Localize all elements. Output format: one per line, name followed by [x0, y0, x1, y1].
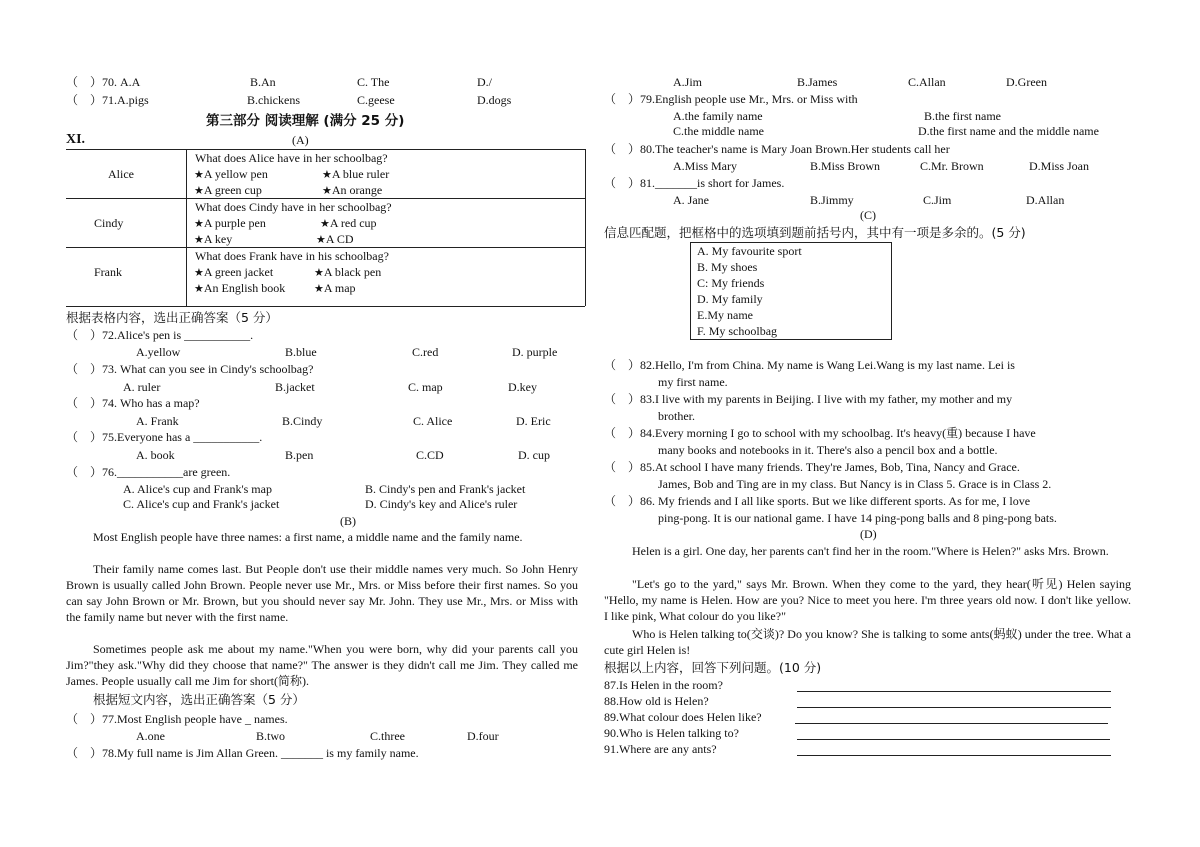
q76-option-a: A. Alice's cup and Frank's map	[123, 482, 272, 496]
q72-option-a: A.yellow	[136, 345, 181, 359]
table-row-name: Frank	[94, 265, 122, 279]
q83-line: （ ）83.I live with my parents in Beijing. I live with my father, my mother and my	[604, 392, 1013, 406]
q74-stem: （ ）74. Who has a map?	[66, 396, 200, 410]
q81-stem: （ ）81._______is short for James.	[604, 176, 785, 190]
q82-line: （ ）82.Hello, I'm from China. My name is Wang Lei.Wang is my last name. Lei is	[604, 358, 1015, 372]
q72-option-b: B.blue	[285, 345, 317, 359]
table-row-question: What does Cindy have in her schoolbag?	[195, 200, 392, 214]
section-number: XI.	[66, 132, 86, 147]
passage-d-paragraph: "Let's go to the yard," says Mr. Brown. When they come to the yard, they hear(听见) Helen saying "Hello, my name is Helen. How are you? Nice to meet you here. I'm three years old now. I don't like yellow. I like pink, What colour do you like?"	[604, 577, 1131, 623]
answer-line[interactable]	[797, 707, 1111, 708]
q70-option-b: B.An	[250, 75, 276, 89]
section-c-label: (C)	[860, 208, 876, 222]
q76-option-d: D. Cindy's key and Alice's ruler	[365, 497, 518, 511]
q80-option-c: C.Mr. Brown	[920, 159, 984, 173]
q75-stem: （ ）75.Everyone has a ___________.	[66, 430, 263, 444]
q71-option-d: D.dogs	[477, 93, 512, 107]
section-b-label: (B)	[340, 514, 356, 528]
q74-option-a: A. Frank	[136, 414, 179, 428]
option-item: A. My favourite sport	[697, 244, 802, 258]
q75-option-d: D. cup	[518, 448, 550, 462]
passage-b-paragraph: Sometimes people ask me about my name."When you were born, why did your parents call you Jim?"they ask."Why did they choose that name?" The answer is they didn't call me Jim. They called me James. People usually call me Jim for short(简称).	[66, 642, 578, 688]
q75-option-c: C.CD	[416, 448, 444, 462]
q71-stem: （ ）71.A.pigs	[66, 93, 149, 107]
q74-option-c: C. Alice	[413, 414, 453, 428]
q77-option-d: D.four	[467, 729, 499, 743]
q71-option-b: B.chickens	[247, 93, 300, 107]
instruction-a: 根据表格内容，选出正确答案（5 分）	[66, 310, 278, 325]
q85-line: James, Bob and Ting are in my class. But Nancy is in Class 5. Grace is in Class 2.	[658, 477, 1052, 491]
passage-d-paragraph: Who is Helen talking to(交谈)? Do you know? She is talking to some ants(蚂蚁) under the tree. What a cute girl Helen is!	[604, 627, 1131, 657]
q79-stem: （ ）79.English people use Mr., Mrs. or Miss with	[604, 92, 858, 106]
q86-line: ping-pong. It is our national game. I have 14 ping-pong balls and 8 ping-pong bats.	[658, 511, 1057, 525]
table-item: ★ A green jacket	[194, 265, 273, 281]
answer-line[interactable]	[797, 755, 1111, 756]
q77-stem: （ ）77.Most English people have _ names.	[66, 712, 288, 726]
table-item: ★ A map	[314, 281, 356, 297]
table-item: ★ A blue ruler	[322, 167, 389, 183]
q79-option-a: A.the family name	[673, 109, 763, 123]
short-question: 90.Who is Helen talking to?	[604, 726, 739, 740]
q79-option-c: C.the middle name	[673, 124, 764, 138]
q82-line: my first name.	[658, 375, 728, 389]
q75-option-a: A. book	[136, 448, 175, 462]
q85-line: （ ）85.At school I have many friends. They're James, Bob, Tina, Nancy and Grace.	[604, 460, 1020, 474]
q78-option-b: B.James	[797, 75, 838, 89]
table-row-name: Alice	[108, 167, 134, 181]
instruction-d: 根据以上内容，回答下列问题。(10 分)	[604, 660, 822, 675]
answer-line[interactable]	[797, 691, 1111, 692]
q73-option-a: A. ruler	[123, 380, 161, 394]
q74-option-b: B.Cindy	[282, 414, 323, 428]
table-item: ★ A red cup	[320, 216, 377, 232]
answer-line[interactable]	[795, 723, 1108, 724]
q76-stem: （ ）76.___________are green.	[66, 465, 231, 479]
q79-option-b: B.the first name	[924, 109, 1001, 123]
q71-option-c: C.geese	[357, 93, 395, 107]
section-d-label: (D)	[860, 527, 877, 541]
q77-option-c: C.three	[370, 729, 405, 743]
short-question: 87.Is Helen in the room?	[604, 678, 723, 692]
q78-stem: （ ）78.My full name is Jim Allan Green. _______ is my family name.	[66, 746, 419, 760]
table-row-question: What does Alice have in her schoolbag?	[195, 151, 388, 165]
table-item: ★ A yellow pen	[194, 167, 268, 183]
table-item: ★ A CD	[316, 232, 354, 248]
q83-line: brother.	[658, 409, 695, 423]
q78-option-a: A.Jim	[673, 75, 703, 89]
short-question: 88.How old is Helen?	[604, 694, 709, 708]
short-question: 89.What colour does Helen like?	[604, 710, 762, 724]
q74-option-d: D. Eric	[516, 414, 551, 428]
passage-d-paragraph: Helen is a girl. One day, her parents can't find her in the room."Where is Helen?" asks Mrs. Brown.	[632, 544, 1109, 558]
option-item: B. My shoes	[697, 260, 758, 274]
passage-b-paragraph: Their family name comes last. But People don't use their middle names very much. So John Henry Brown is usually called John Brown. People never use Mr., Mrs. or Miss before their first names. So you can say John Brown or Mr. Brown, but you should never say Mr. John. They use Mr., Mrs. or Miss with the family name but never with the first name.	[66, 562, 578, 624]
q81-option-c: C.Jim	[923, 193, 952, 207]
q80-stem: （ ）80.The teacher's name is Mary Joan Brown.Her students call her	[604, 142, 950, 156]
table-item: ★ An orange	[322, 183, 382, 199]
q70-stem: （ ）70. A.A	[66, 75, 141, 89]
section-a-label: (A)	[292, 133, 309, 147]
q80-option-d: D.Miss Joan	[1029, 159, 1090, 173]
q80-option-b: B.Miss Brown	[810, 159, 881, 173]
q76-option-b: B. Cindy's pen and Frank's jacket	[365, 482, 526, 496]
q73-option-b: B.jacket	[275, 380, 315, 394]
table-item: ★ A black pen	[314, 265, 381, 281]
q84-line: （ ）84.Every morning I go to school with my schoolbag. It's heavy(重) because I have	[604, 426, 1036, 440]
q75-option-b: B.pen	[285, 448, 314, 462]
q72-option-c: C.red	[412, 345, 439, 359]
short-question: 91.Where are any ants?	[604, 742, 717, 756]
q73-option-c: C. map	[408, 380, 443, 394]
q86-line: （ ）86. My friends and I all like sports. But we like different sports. As for me, I love	[604, 494, 1031, 508]
q78-option-c: C.Allan	[908, 75, 946, 89]
passage-b-paragraph: Most English people have three names: a first name, a middle name and the family name.	[93, 530, 523, 544]
instruction-b: 根据短文内容，选出正确答案（5 分）	[93, 692, 305, 707]
option-item: C: My friends	[697, 276, 765, 290]
table-item: ★ An English book	[194, 281, 285, 297]
table-row-name: Cindy	[94, 216, 124, 230]
table-item: ★ A purple pen	[194, 216, 266, 232]
q79-option-d: D.the first name and the middle name	[918, 124, 1099, 138]
q81-option-d: D.Allan	[1026, 193, 1065, 207]
q70-option-d: D./	[477, 75, 492, 89]
instruction-c: 信息匹配题，把框格中的选项填到题前括号内，其中有一项是多余的。(5 分)	[604, 225, 1026, 240]
option-item: D. My family	[697, 292, 763, 306]
part-title: 第三部分 阅读理解 (满分 25 分)	[206, 113, 405, 129]
option-item: E.My name	[697, 308, 753, 322]
q77-option-b: B.two	[256, 729, 286, 743]
option-item: F. My schoolbag	[697, 324, 778, 338]
q80-option-a: A.Miss Mary	[673, 159, 738, 173]
q78-option-d: D.Green	[1006, 75, 1047, 89]
q73-option-d: D.key	[508, 380, 537, 394]
q70-option-c: C. The	[357, 75, 390, 89]
q84-line: many books and notebooks in it. There's also a pencil box and a bottle.	[658, 443, 998, 457]
q72-option-d: D. purple	[512, 345, 558, 359]
q72-stem: （ ）72.Alice's pen is ___________.	[66, 328, 254, 342]
q73-stem: （ ）73. What can you see in Cindy's schoolbag?	[66, 362, 314, 376]
q76-option-c: C. Alice's cup and Frank's jacket	[123, 497, 280, 511]
table-item: ★ A key	[194, 232, 232, 248]
table-item: ★ A green cup	[194, 183, 262, 199]
q81-option-b: B.Jimmy	[810, 193, 854, 207]
answer-line[interactable]	[797, 739, 1110, 740]
q77-option-a: A.one	[136, 729, 165, 743]
table-row-question: What does Frank have in his schoolbag?	[195, 249, 389, 263]
q81-option-a: A. Jane	[673, 193, 709, 207]
